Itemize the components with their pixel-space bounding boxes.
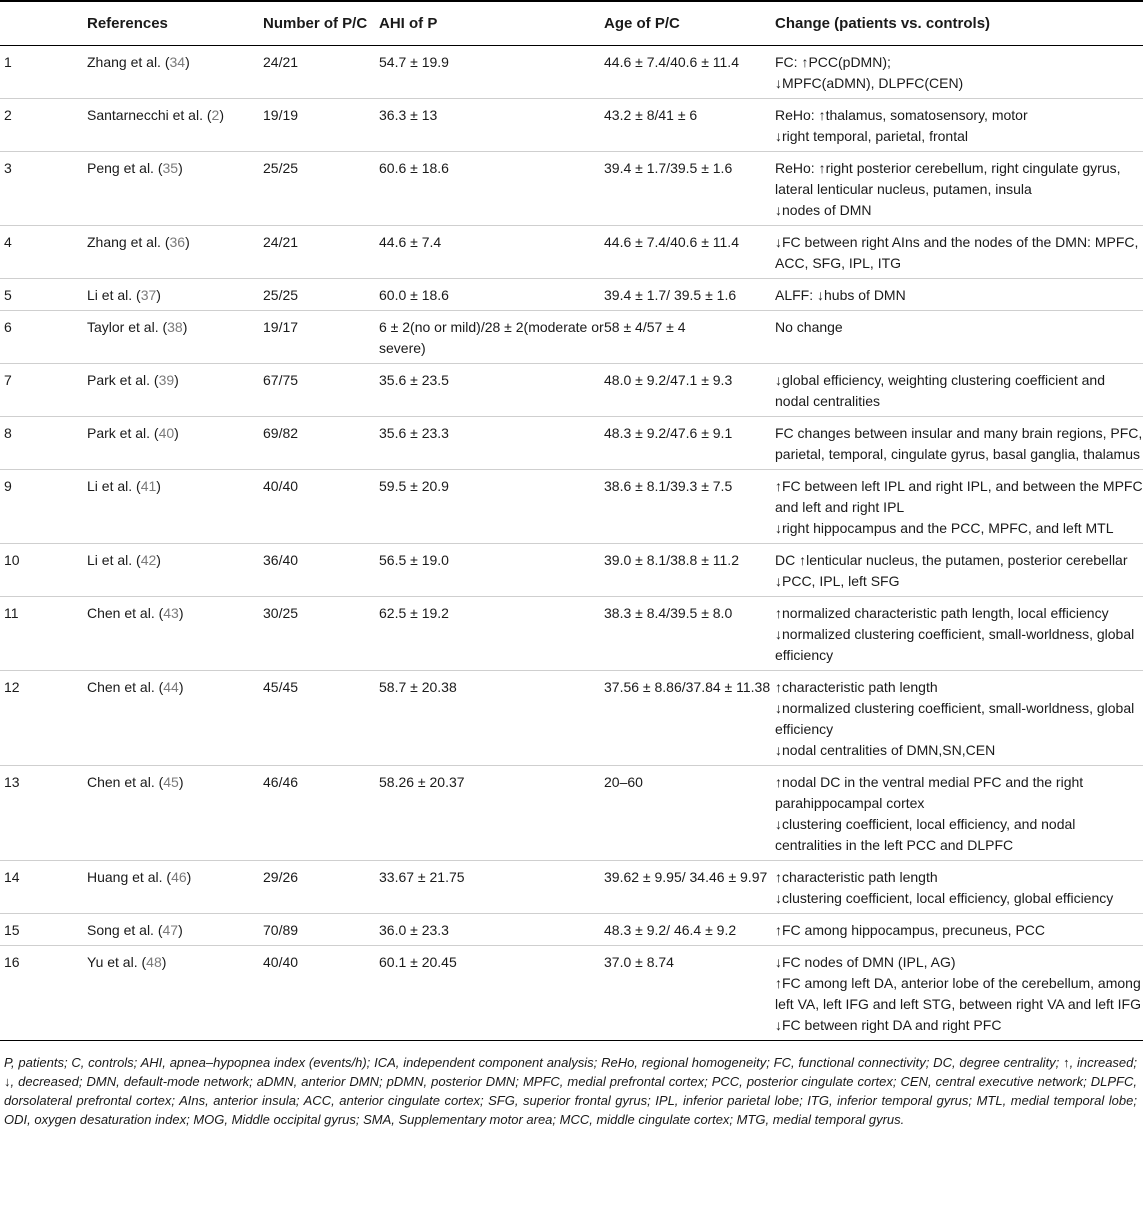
ahi-cell: 58.7 ± 20.38 xyxy=(379,679,457,695)
reference-author: Li et al. ( xyxy=(87,287,141,303)
table-header-row xyxy=(0,1,1143,46)
ahi-cell: 59.5 ± 20.9 xyxy=(379,478,449,494)
reference-close-paren: ) xyxy=(178,922,183,938)
change-line: ↓right temporal, parietal, frontal xyxy=(775,128,968,144)
change-line: FC changes between insular and many brain regions, PFC, parietal, temporal, cingulate gyrus, basal ganglia, thalamus xyxy=(775,425,1143,462)
change-cell xyxy=(775,946,1143,1041)
change-line: ↓nodes of DMN xyxy=(775,202,872,218)
row-index: 5 xyxy=(4,287,12,303)
change-line: ↓right hippocampus and the PCC, MPFC, and left MTL xyxy=(775,520,1114,536)
change-line: ↓global efficiency, weighting clustering coefficient and nodal centralities xyxy=(775,372,1105,409)
row-index: 16 xyxy=(4,954,20,970)
ahi-cell: 56.5 ± 19.0 xyxy=(379,552,449,568)
reference-number-link[interactable]: 44 xyxy=(163,679,179,695)
change-cell xyxy=(775,226,1143,279)
reference-number-link[interactable]: 47 xyxy=(162,922,179,938)
number-pc-cell: 46/46 xyxy=(263,774,299,790)
ahi-cell: 36.0 ± 23.3 xyxy=(379,922,449,938)
row-index: 10 xyxy=(4,552,20,568)
row-index: 8 xyxy=(4,425,12,441)
reference-number-link[interactable]: 34 xyxy=(169,54,186,70)
age-cell: 58 ± 4/57 ± 4 xyxy=(604,319,686,335)
change-line: ALFF: ↓hubs of DMN xyxy=(775,287,906,303)
reference-cell xyxy=(87,914,263,946)
number-pc-cell: 67/75 xyxy=(263,372,299,388)
row-index: 7 xyxy=(4,372,12,388)
reference-number-link[interactable]: 45 xyxy=(163,774,179,790)
number-pc-cell: 24/21 xyxy=(263,54,299,70)
reference-author: Song et al. ( xyxy=(87,922,163,938)
reference-cell xyxy=(87,311,263,364)
row-index: 15 xyxy=(4,922,20,938)
reference-cell xyxy=(87,46,263,99)
reference-number-link[interactable]: 35 xyxy=(162,160,179,176)
table-row xyxy=(0,311,1143,364)
table-footnote: P, patients; C, controls; AHI, apnea–hypopnea index (events/h); ICA, independent component analysis; ReHo, regional homogeneity; FC, functional connectivity; DC, degree centrality; ↑, increased; ↓, decreased; DMN, default-mode network; aDMN, anterior DMN; pDMN, posterior DMN; MPFC, medial prefrontal cortex; PCC, posterior cingulate cortex; CEN, central executive network; DLPFC, dorsolateral prefrontal cortex; AIns, anterior insula; ACC, anterior cingulate cortex; SFG, superior frontal gyrus; IPL, inferior parietal lobe; ITG, inferior temporal gyrus; MTL, medial temporal lobe; ODI, oxygen desaturation index; MOG, Middle occipital gyrus; SMA, Supplementary motor area; MCC, middle cingulate cortex; MTG, medial temporal gyrus. xyxy=(4,1055,1137,1127)
change-cell xyxy=(775,861,1143,914)
reference-number-link[interactable]: 48 xyxy=(146,954,162,970)
change-line: No change xyxy=(775,319,843,335)
header-references: References xyxy=(87,15,168,32)
age-cell: 48.3 ± 9.2/47.6 ± 9.1 xyxy=(604,425,733,441)
age-cell: 39.62 ± 9.95/ 34.46 ± 9.97 xyxy=(604,869,768,885)
change-line: ↓FC nodes of DMN (IPL, AG) xyxy=(775,954,956,970)
row-index: 13 xyxy=(4,774,20,790)
table-row xyxy=(0,279,1143,311)
age-cell: 43.2 ± 8/41 ± 6 xyxy=(604,107,698,123)
header-number-pc: Number of P/C xyxy=(263,15,368,32)
reference-close-paren: ) xyxy=(178,679,184,695)
table-row xyxy=(0,597,1143,671)
change-cell xyxy=(775,99,1143,152)
reference-number-link[interactable]: 36 xyxy=(169,234,186,250)
age-cell: 39.4 ± 1.7/39.5 ± 1.6 xyxy=(604,160,733,176)
reference-close-paren: ) xyxy=(185,234,190,250)
change-line: ↑FC between left IPL and right IPL, and between the MPFC and left and right IPL xyxy=(775,478,1143,515)
reference-cell xyxy=(87,766,263,861)
ahi-cell: 33.67 ± 21.75 xyxy=(379,869,465,885)
age-cell: 39.0 ± 8.1/38.8 ± 11.2 xyxy=(604,552,739,568)
number-pc-cell: 40/40 xyxy=(263,478,299,494)
ahi-cell: 60.0 ± 18.6 xyxy=(379,287,449,303)
ahi-cell: 60.1 ± 20.45 xyxy=(379,954,457,970)
reference-close-paren: ) xyxy=(156,478,161,494)
age-cell: 44.6 ± 7.4/40.6 ± 11.4 xyxy=(604,234,739,250)
reference-author: Chen et al. ( xyxy=(87,679,164,695)
reference-number-link[interactable]: 39 xyxy=(158,372,175,388)
change-line: ↓clustering coefficient, local efficiency, and nodal centralities in the left PCC and DLPFC xyxy=(775,816,1076,853)
header-index xyxy=(0,1,87,46)
change-line: ↑characteristic path length xyxy=(775,869,938,885)
reference-cell xyxy=(87,597,263,671)
reference-number-link[interactable]: 40 xyxy=(158,425,175,441)
table-row xyxy=(0,946,1143,1041)
age-cell: 39.4 ± 1.7/ 39.5 ± 1.6 xyxy=(604,287,737,303)
number-pc-cell: 45/45 xyxy=(263,679,299,695)
number-pc-cell: 25/25 xyxy=(263,287,299,303)
row-index: 11 xyxy=(4,605,19,621)
change-cell xyxy=(775,470,1143,544)
reference-number-link[interactable]: 2 xyxy=(211,107,220,123)
age-cell: 38.6 ± 8.1/39.3 ± 7.5 xyxy=(604,478,733,494)
change-line: ↑FC among hippocampus, precuneus, PCC xyxy=(775,922,1046,938)
number-pc-cell: 24/21 xyxy=(263,234,299,250)
row-index: 14 xyxy=(4,869,20,885)
ahi-cell: 35.6 ± 23.3 xyxy=(379,425,449,441)
row-index: 1 xyxy=(4,54,12,70)
reference-close-paren: ) xyxy=(185,54,190,70)
reference-close-paren: ) xyxy=(174,425,179,441)
change-cell xyxy=(775,417,1143,470)
change-line: ↓normalized clustering coefficient, small-worldness, global efficiency xyxy=(775,700,1135,737)
row-index: 9 xyxy=(4,478,12,494)
age-cell: 37.0 ± 8.74 xyxy=(604,954,674,970)
change-line: ReHo: ↑thalamus, somatosensory, motor xyxy=(775,107,1028,123)
table-row xyxy=(0,226,1143,279)
number-pc-cell: 29/26 xyxy=(263,869,299,885)
table-row xyxy=(0,544,1143,597)
reference-close-paren: ) xyxy=(178,160,183,176)
reference-author: Huang et al. ( xyxy=(87,869,172,885)
row-index: 2 xyxy=(4,107,12,123)
ahi-cell: 35.6 ± 23.5 xyxy=(379,372,449,388)
reference-number-link[interactable]: 38 xyxy=(167,319,183,335)
reference-number-link[interactable]: 46 xyxy=(171,869,187,885)
row-index: 4 xyxy=(4,234,12,250)
reference-author: Chen et al. ( xyxy=(87,774,164,790)
number-pc-cell: 70/89 xyxy=(263,922,299,938)
change-cell xyxy=(775,544,1143,597)
change-cell xyxy=(775,671,1143,766)
reference-author: Yu et al. ( xyxy=(87,954,147,970)
table-row xyxy=(0,99,1143,152)
number-pc-cell: 40/40 xyxy=(263,954,299,970)
reference-close-paren: ) xyxy=(161,954,167,970)
reference-author: Chen et al. ( xyxy=(87,605,164,621)
reference-number-link[interactable]: 37 xyxy=(140,287,157,303)
change-cell xyxy=(775,914,1143,946)
table-row xyxy=(0,364,1143,417)
ahi-cell: 6 ± 2(no or mild)/28 ± 2(moderate or severe) xyxy=(379,319,604,356)
reference-cell xyxy=(87,226,263,279)
change-line: ↑characteristic path length xyxy=(775,679,938,695)
reference-author: Taylor et al. ( xyxy=(87,319,168,335)
age-cell: 48.0 ± 9.2/47.1 ± 9.3 xyxy=(604,372,733,388)
reference-cell xyxy=(87,279,263,311)
change-cell xyxy=(775,766,1143,861)
reference-cell xyxy=(87,470,263,544)
age-cell: 48.3 ± 9.2/ 46.4 ± 9.2 xyxy=(604,922,737,938)
change-line: FC: ↑PCC(pDMN); xyxy=(775,54,891,70)
age-cell: 38.3 ± 8.4/39.5 ± 8.0 xyxy=(604,605,733,621)
change-line: ↓FC between right DA and right PFC xyxy=(775,1017,1002,1033)
age-cell: 44.6 ± 7.4/40.6 ± 11.4 xyxy=(604,54,739,70)
change-line: DC ↑lenticular nucleus, the putamen, posterior cerebellar xyxy=(775,552,1128,568)
number-pc-cell: 36/40 xyxy=(263,552,299,568)
header-ahi: AHI of P xyxy=(379,15,438,32)
change-line: ↑nodal DC in the ventral medial PFC and the right parahippocampal cortex xyxy=(775,774,1084,811)
change-line: ↓nodal centralities of DMN,SN,CEN xyxy=(775,742,996,758)
reference-number-link[interactable]: 41 xyxy=(140,478,157,494)
row-index: 6 xyxy=(4,319,12,335)
change-line: ↓FC between right AIns and the nodes of the DMN: MPFC, ACC, SFG, IPL, ITG xyxy=(775,234,1139,271)
change-line: ReHo: ↑right posterior cerebellum, right cingulate gyrus, lateral lenticular nucleus, putamen, insula xyxy=(775,160,1121,197)
change-cell xyxy=(775,311,1143,364)
reference-author: Zhang et al. ( xyxy=(87,234,170,250)
reference-cell xyxy=(87,364,263,417)
change-cell xyxy=(775,152,1143,226)
header-age: Age of P/C xyxy=(604,15,680,32)
change-cell xyxy=(775,46,1143,99)
table-row xyxy=(0,671,1143,766)
number-pc-cell: 69/82 xyxy=(263,425,299,441)
ahi-cell: 54.7 ± 19.9 xyxy=(379,54,449,70)
number-pc-cell: 19/17 xyxy=(263,319,299,335)
reference-close-paren: ) xyxy=(178,605,184,621)
reference-cell xyxy=(87,152,263,226)
reference-close-paren: ) xyxy=(174,372,179,388)
table-row xyxy=(0,417,1143,470)
change-line: ↓MPFC(aDMN), DLPFC(CEN) xyxy=(775,75,964,91)
change-line: ↑normalized characteristic path length, local efficiency xyxy=(775,605,1109,621)
reference-cell xyxy=(87,99,263,152)
reference-author: Li et al. ( xyxy=(87,552,141,568)
reference-cell xyxy=(87,861,263,914)
reference-cell xyxy=(87,417,263,470)
age-cell: 37.56 ± 8.86/37.84 ± 11.38 xyxy=(604,679,771,695)
row-index: 3 xyxy=(4,160,12,176)
table-row xyxy=(0,470,1143,544)
reference-cell xyxy=(87,671,263,766)
table-row xyxy=(0,46,1143,99)
header-change: Change (patients vs. controls) xyxy=(775,15,991,32)
reference-close-paren: ) xyxy=(182,319,188,335)
row-index: 12 xyxy=(4,679,20,695)
change-cell xyxy=(775,364,1143,417)
ahi-cell: 60.6 ± 18.6 xyxy=(379,160,449,176)
reference-author: Peng et al. ( xyxy=(87,160,163,176)
table-body xyxy=(0,46,1143,1041)
change-cell xyxy=(775,597,1143,671)
ahi-cell: 62.5 ± 19.2 xyxy=(379,605,449,621)
ahi-cell: 44.6 ± 7.4 xyxy=(379,234,442,250)
reference-author: Santarnecchi et al. ( xyxy=(87,107,212,123)
table-row xyxy=(0,152,1143,226)
reference-close-paren: ) xyxy=(156,287,161,303)
change-cell xyxy=(775,279,1143,311)
ahi-cell: 36.3 ± 13 xyxy=(379,107,438,123)
reference-author: Li et al. ( xyxy=(87,478,141,494)
reference-author: Park et al. ( xyxy=(87,372,159,388)
number-pc-cell: 25/25 xyxy=(263,160,299,176)
reference-cell xyxy=(87,544,263,597)
ahi-cell: 58.26 ± 20.37 xyxy=(379,774,465,790)
reference-close-paren: ) xyxy=(186,869,192,885)
reference-close-paren: ) xyxy=(219,107,224,123)
age-cell: 20–60 xyxy=(604,774,643,790)
table-row xyxy=(0,766,1143,861)
change-line: ↓PCC, IPL, left SFG xyxy=(775,573,900,589)
reference-cell xyxy=(87,946,263,1041)
reference-close-paren: ) xyxy=(156,552,161,568)
change-line: ↓clustering coefficient, local efficiency, global efficiency xyxy=(775,890,1114,906)
number-pc-cell: 19/19 xyxy=(263,107,299,123)
change-line: ↓normalized clustering coefficient, small-worldness, global efficiency xyxy=(775,626,1135,663)
reference-number-link[interactable]: 42 xyxy=(140,552,157,568)
reference-author: Zhang et al. ( xyxy=(87,54,170,70)
reference-close-paren: ) xyxy=(178,774,184,790)
reference-author: Park et al. ( xyxy=(87,425,159,441)
number-pc-cell: 30/25 xyxy=(263,605,299,621)
table-row xyxy=(0,861,1143,914)
table-row xyxy=(0,914,1143,946)
change-line: ↑FC among left DA, anterior lobe of the cerebellum, among left VA, left IFG and left STG, between right VA and left IFG xyxy=(775,975,1141,1012)
reference-number-link[interactable]: 43 xyxy=(163,605,179,621)
